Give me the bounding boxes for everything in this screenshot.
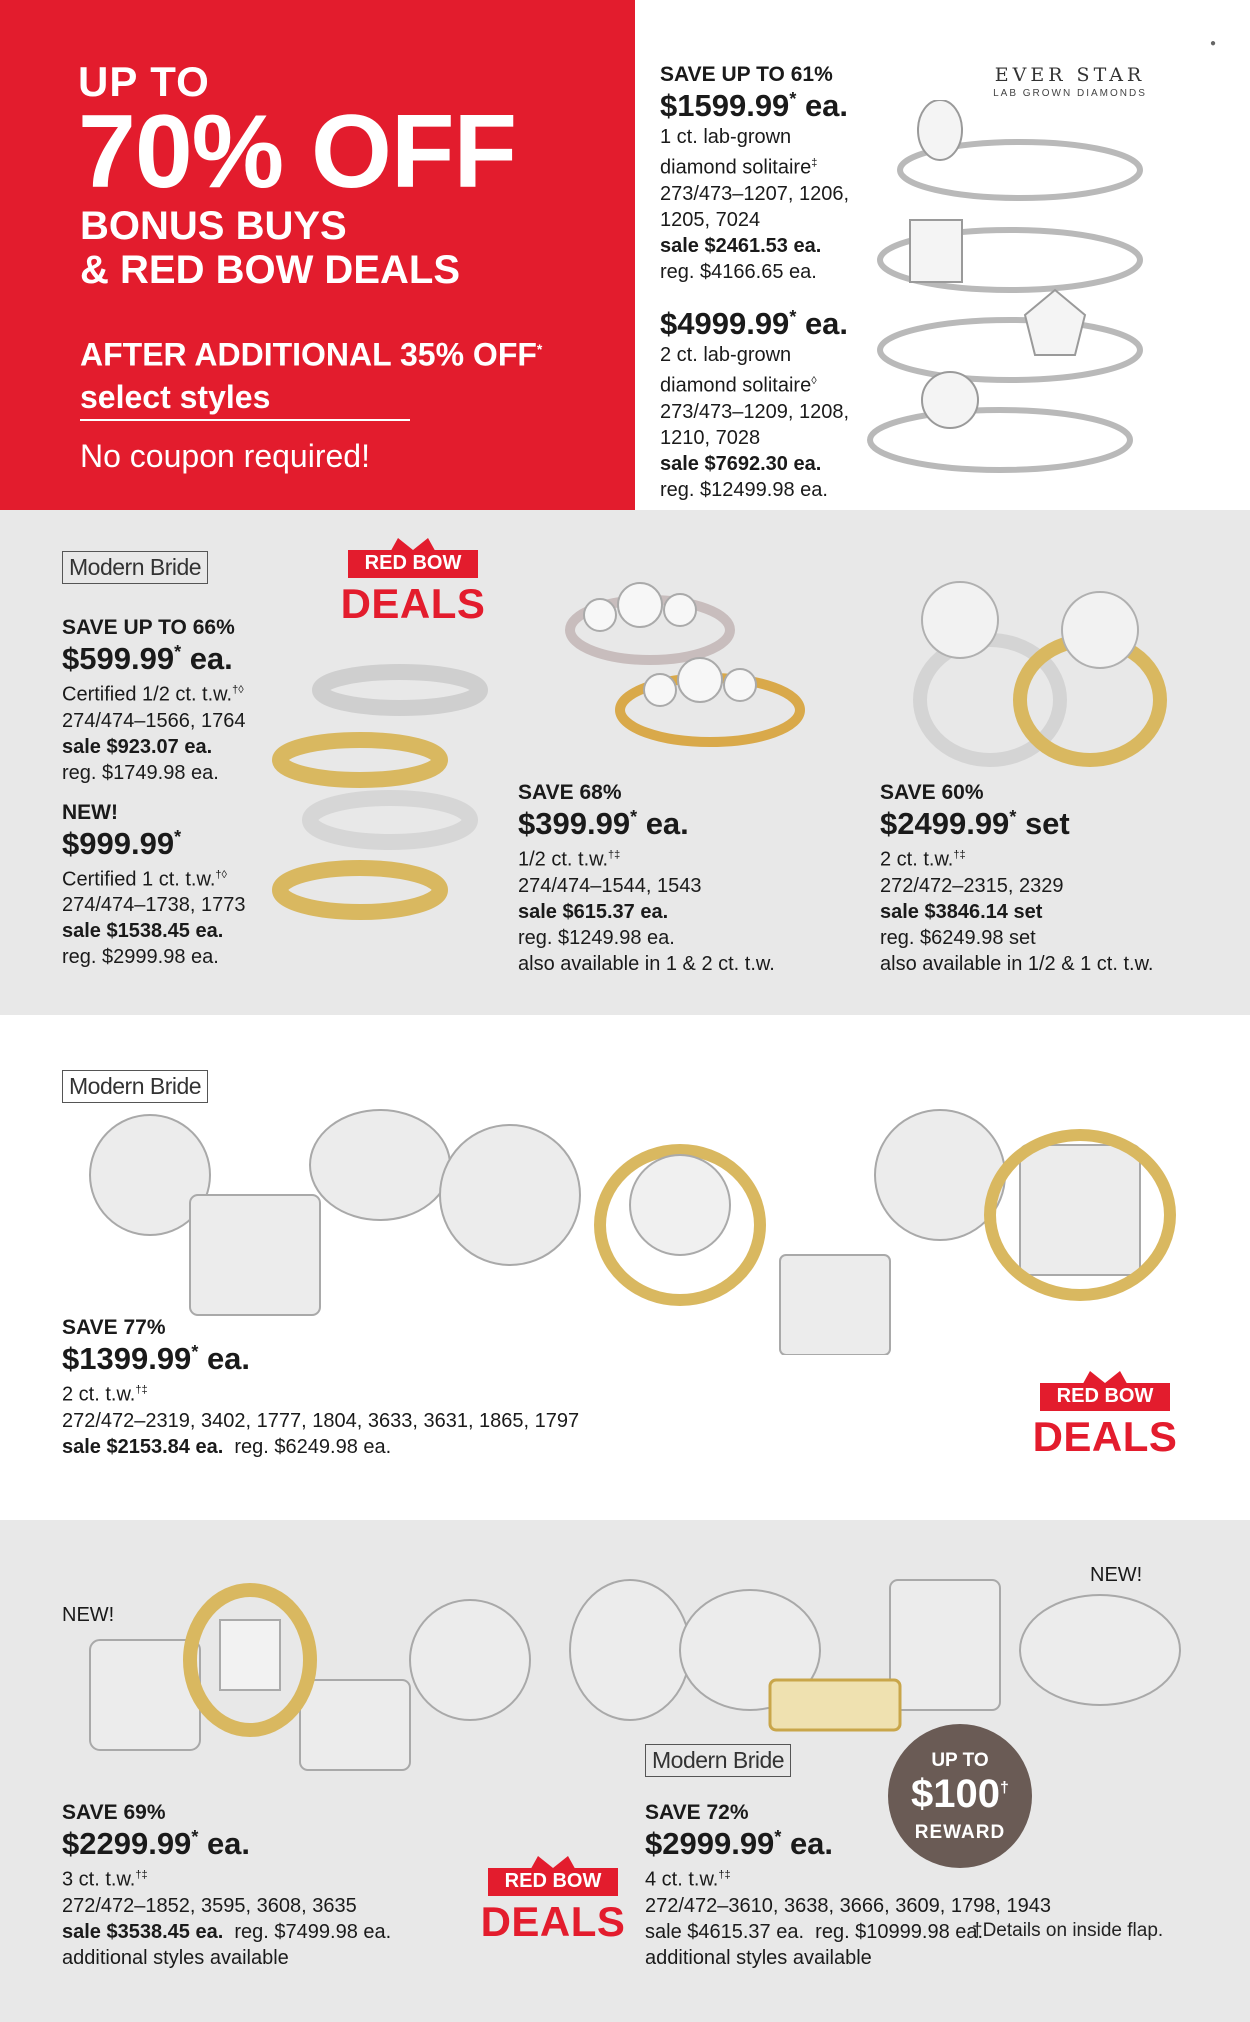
left-price: $2299.99 — [62, 1826, 192, 1861]
left-sale: sale $3538.45 ea. — [62, 1920, 224, 1943]
promo-no-coupon: No coupon required! — [80, 438, 370, 474]
col3-desc: 2 ct. t.w. — [880, 848, 954, 871]
modern-bride-logo: Modern Bride — [62, 551, 208, 584]
price-suffix: ea. — [181, 641, 233, 676]
price-mark: * — [174, 642, 182, 662]
everstar-logo — [980, 64, 1160, 99]
price-suffix: ea. — [637, 806, 689, 841]
col3-sku: 272/472–2315, 2329 — [880, 874, 1064, 897]
col3-price: $2499.99 — [880, 806, 1010, 841]
right-sale: sale $4615.37 ea. — [645, 1920, 805, 1943]
three-stone-rings-image — [540, 550, 840, 780]
statement-reg: reg. $6249.98 ea. — [234, 1435, 392, 1458]
solitaire-save: SAVE UP TO 61% — [660, 63, 833, 86]
desc-mark: †‡ — [135, 1869, 148, 1881]
desc-mark: †‡ — [953, 849, 966, 861]
statement-price: $1399.99 — [62, 1341, 192, 1376]
left-rings-image — [80, 1580, 540, 1780]
reward-badge — [888, 1724, 1032, 1868]
left-also: additional styles available — [62, 1946, 289, 1969]
solitaire-desc-2: 2 ct. lab-grown — [660, 344, 792, 366]
statement-sale: sale $2153.84 ea. — [62, 1435, 224, 1458]
solitaire-desc2-2: diamond solitaire — [660, 374, 812, 397]
desc-mark: †‡ — [718, 1869, 731, 1881]
reward-line3: REWARD — [914, 1822, 1006, 1843]
everstar-sub: LAB GROWN DIAMONDS — [993, 88, 1147, 99]
promo-after-line1: AFTER ADDITIONAL 35% OFF — [80, 336, 537, 373]
col2-save: SAVE 68% — [518, 781, 622, 804]
solitaire-sku-2a: 273/473–1209, 1208, — [660, 400, 850, 423]
left-reg: reg. $7499.98 ea. — [234, 1920, 392, 1943]
col3-reg: reg. $6249.98 set — [880, 926, 1036, 949]
col1-save: SAVE UP TO 66% — [62, 616, 235, 639]
right-sku: 272/472–3610, 3638, 3666, 3609, 1798, 1943 — [645, 1894, 1051, 1917]
reward-mark: † — [1000, 1779, 1009, 1797]
price-suffix: ea. — [781, 1826, 834, 1861]
promo-headline: 70% OFF — [78, 94, 516, 210]
solitaire-reg-1: reg. $4166.65 ea. — [660, 260, 817, 283]
red-bow-deals-badge — [478, 1850, 628, 1950]
price-mark: * — [174, 826, 182, 847]
left-save: SAVE 69% — [62, 1801, 166, 1824]
solitaire-offer — [660, 62, 849, 285]
price-suffix: ea. — [796, 306, 849, 341]
bridal-col2 — [518, 780, 775, 977]
solitaire-sku-1a: 273/473–1207, 1206, — [660, 182, 850, 205]
red-bow-deals-badge — [1030, 1365, 1180, 1465]
desc-mark: †◊ — [215, 868, 227, 881]
deals-text: DEALS — [1032, 1413, 1178, 1460]
fashion-left-offer — [62, 1800, 391, 1971]
col1-sku2: 274/474–1738, 1773 — [62, 894, 246, 917]
hero-section — [0, 0, 1250, 510]
promo-up-to: UP TO — [78, 58, 210, 105]
bridal-col3 — [880, 780, 1154, 977]
solitaire-sale-2: sale $7692.30 ea. — [660, 452, 822, 475]
price-mark: * — [191, 1827, 199, 1847]
price-mark: * — [630, 807, 638, 827]
price-mark: * — [774, 1827, 782, 1847]
col1-sale: sale $923.07 ea. — [62, 735, 213, 758]
bridal-section — [0, 510, 1250, 1015]
left-desc: 3 ct. t.w. — [62, 1868, 136, 1891]
modern-bride-logo: Modern Bride — [645, 1744, 791, 1777]
col1-desc: Certified 1/2 ct. t.w. — [62, 683, 233, 706]
col2-also: also available in 1 & 2 ct. t.w. — [518, 952, 775, 975]
col1-reg2: reg. $2999.98 ea. — [62, 946, 219, 969]
col2-sku: 274/474–1544, 1543 — [518, 874, 702, 897]
col1-desc2: Certified 1 ct. t.w. — [62, 868, 216, 891]
right-desc: 4 ct. t.w. — [645, 1868, 719, 1891]
col2-sale: sale $615.37 ea. — [518, 900, 669, 923]
solitaire-sale-1: sale $2461.53 ea. — [660, 234, 822, 257]
promo-after-line2: select styles — [80, 378, 271, 415]
desc-mark: †◊ — [232, 684, 244, 696]
solitaire-price-2: $4999.99 — [660, 306, 790, 341]
red-bow-text: RED BOW — [1056, 1385, 1154, 1407]
fashion-section — [0, 1520, 1250, 2022]
price-mark: * — [1009, 807, 1017, 827]
reward-line1: UP TO — [931, 1750, 989, 1771]
right-reg: reg. $10999.98 ea. — [815, 1920, 984, 1943]
col2-reg: reg. $1249.98 ea. — [518, 926, 675, 949]
promo-line1: BONUS BUYS — [80, 204, 347, 248]
statement-offer — [62, 1315, 579, 1460]
price-mark: * — [191, 1342, 199, 1362]
desc-mark: †‡ — [608, 849, 621, 861]
col2-desc: 1/2 ct. t.w. — [518, 848, 609, 871]
solitaire-desc2-1: diamond solitaire — [660, 156, 812, 179]
solitaire-desc-1: 1 ct. lab-grown — [660, 126, 792, 148]
solitaire-price-1: $1599.99 — [660, 88, 790, 123]
statement-save: SAVE 77% — [62, 1316, 166, 1339]
right-price: $2999.99 — [645, 1826, 775, 1861]
col3-sale: sale $3846.14 set — [880, 900, 1043, 923]
reward-amount: $100 — [911, 1772, 1001, 1816]
col1-price2: $999.99 — [62, 825, 175, 861]
price-mark: * — [789, 89, 797, 109]
solitaire-sku-1b: 1205, 7024 — [660, 208, 761, 231]
price-suffix: ea. — [796, 88, 849, 123]
bands-image — [260, 650, 490, 950]
red-bow-text: RED BOW — [504, 1870, 602, 1892]
right-rings-image — [560, 1560, 1200, 1760]
new-badge-right: NEW! — [1090, 1564, 1143, 1586]
halo-set-image — [880, 550, 1200, 780]
left-sku: 272/472–1852, 3595, 3608, 3635 — [62, 1894, 357, 1917]
solitaire-sku-2b: 1210, 7028 — [660, 426, 761, 449]
red-bow-deals-badge — [338, 532, 488, 632]
col1-price: $599.99 — [62, 641, 175, 676]
promo-line2: & RED BOW DEALS — [80, 248, 460, 292]
price-suffix: ea. — [198, 1341, 251, 1376]
new-badge-left: NEW! — [62, 1604, 115, 1626]
desc-mark: ‡ — [811, 157, 818, 169]
everstar-name: EVER STAR — [994, 64, 1146, 86]
promo-after-mark: * — [536, 341, 543, 357]
desc-mark: ◊ — [811, 375, 817, 387]
promo-bonus — [80, 204, 460, 292]
solitaire-rings-image — [850, 100, 1170, 500]
solitaire-reg-2: reg. $12499.98 ea. — [660, 478, 828, 501]
statement-desc: 2 ct. t.w. — [62, 1383, 136, 1406]
red-bow-text: RED BOW — [364, 552, 462, 574]
col1-new: NEW! — [62, 800, 118, 824]
right-save: SAVE 72% — [645, 1801, 749, 1824]
corner-mark-icon: ● — [1210, 38, 1217, 49]
col3-also: also available in 1/2 & 1 ct. t.w. — [880, 952, 1154, 975]
solitaire-offer-2 — [660, 306, 849, 503]
right-also: additional styles available — [645, 1946, 872, 1969]
details-note: †Details on inside flap. — [972, 1920, 1164, 1941]
promo-after — [80, 328, 542, 418]
col1-reg: reg. $1749.98 ea. — [62, 761, 219, 784]
price-mark: * — [789, 307, 797, 327]
deals-text: DEALS — [340, 580, 486, 627]
bridal-col1 — [62, 615, 246, 970]
price-suffix: set — [1016, 806, 1070, 841]
promo-divider — [80, 419, 410, 421]
statement-section — [0, 1015, 1250, 1520]
col2-price: $399.99 — [518, 806, 631, 841]
price-suffix: ea. — [198, 1826, 251, 1861]
modern-bride-logo: Modern Bride — [62, 1070, 208, 1103]
promo-panel — [0, 0, 635, 510]
col1-sku: 274/474–1566, 1764 — [62, 709, 246, 732]
desc-mark: †‡ — [135, 1384, 148, 1396]
statement-sku: 272/472–2319, 3402, 1777, 1804, 3633, 3631, 1865, 1797 — [62, 1409, 580, 1432]
col3-save: SAVE 60% — [880, 781, 984, 804]
col1-sale2: sale $1538.45 ea. — [62, 920, 224, 943]
deals-text: DEALS — [480, 1898, 626, 1945]
